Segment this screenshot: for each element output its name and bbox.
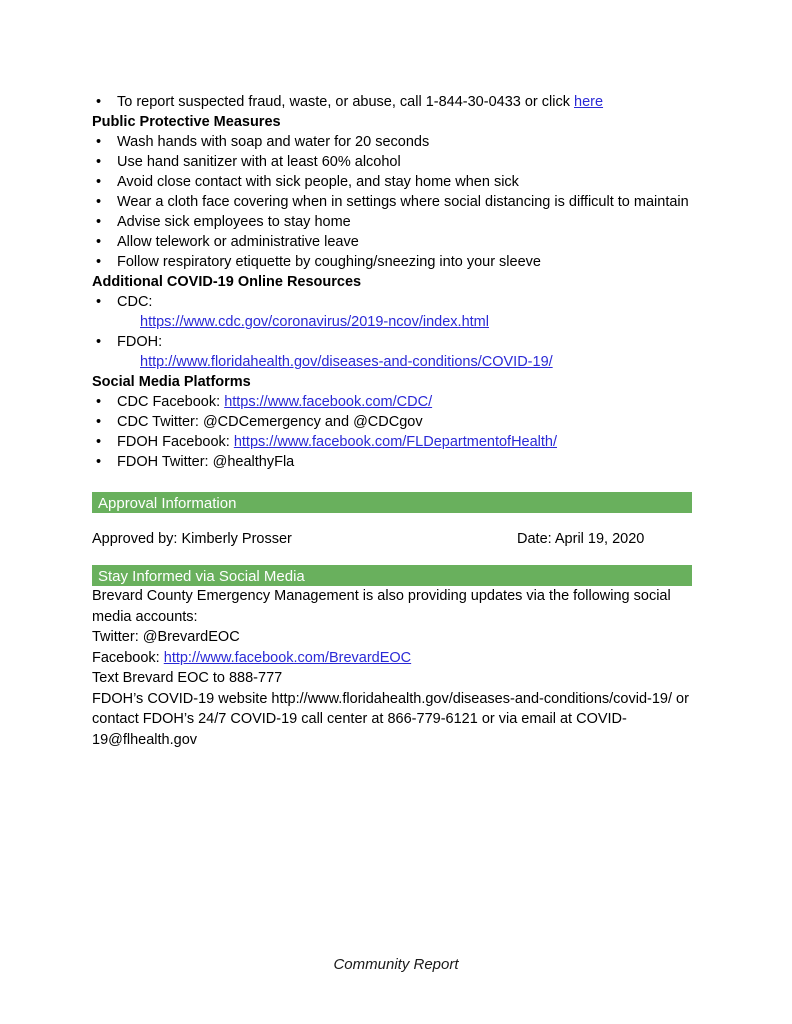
list-item (92, 332, 698, 352)
list-item-label: FDOH Facebook: (117, 434, 234, 450)
bullet-icon: • (96, 254, 102, 270)
fdoh-twitter-handle: @healthyFla (212, 454, 295, 470)
intro-bullet-list (92, 92, 698, 112)
social-media-platforms-heading: Social Media Platforms (92, 374, 251, 390)
bullet-icon: • (96, 334, 102, 350)
brevard-facebook-link[interactable]: http://www.facebook.com/BrevardEOC (163, 649, 412, 666)
brevard-facebook-line (92, 648, 698, 669)
report-fraud-here-link[interactable]: here (574, 94, 604, 110)
list-item-label: FDOH: (117, 334, 163, 350)
stay-informed-intro-line-2: media accounts: (92, 608, 198, 625)
list-item (92, 232, 698, 252)
bullet-icon: • (96, 394, 102, 410)
bullet-icon: • (96, 94, 102, 110)
brevard-text-line: Text Brevard EOC to 888-777 (92, 670, 283, 686)
list-item-label: Follow respiratory etiquette by coughing/sneezing into your sleeve (117, 254, 541, 270)
list-item-label: CDC: (117, 294, 153, 310)
list-item-label: CDC Facebook: (117, 394, 225, 410)
fdoh-url-line (92, 352, 698, 372)
bullet-icon: • (96, 294, 102, 310)
brevard-facebook-label: Facebook: (92, 649, 164, 666)
approval-information-banner: Approval Information (92, 492, 692, 513)
bullet-icon: • (96, 454, 102, 470)
list-item (92, 172, 698, 192)
list-item (92, 192, 698, 212)
page-footer: Community Report (333, 956, 459, 973)
fdoh-facebook-link[interactable]: https://www.facebook.com/FLDepartmentofHealth/ (233, 434, 558, 450)
bullet-icon: • (96, 194, 102, 210)
list-item (92, 92, 698, 112)
list-item (92, 152, 698, 172)
list-item (92, 432, 698, 452)
list-item (92, 212, 698, 232)
fdoh-contact-paragraph: FDOH’s COVID-19 website http://www.floridahealth.gov/diseases-and-conditions/covid-19/ or contact FDOH’s 24/7 COVID-19 call center at 866-779-6121 or via email at COVID-19@flhealth.gov (92, 690, 689, 748)
bullet-icon: • (96, 434, 102, 450)
list-item-label: Wear a cloth face covering when in settings where social distancing is difficult to maintain (117, 194, 689, 210)
intro-bullet-text: To report suspected fraud, waste, or abuse, call 1-844-30-0433 or click (117, 94, 574, 110)
additional-resources-list-2 (92, 332, 698, 352)
fdoh-covid19-link[interactable]: http://www.floridahealth.gov/diseases-and-conditions/COVID-19/ (140, 354, 553, 370)
public-protective-measures-heading: Public Protective Measures (92, 114, 281, 130)
cdc-url-line (92, 312, 698, 332)
cdc-coronavirus-link[interactable]: https://www.cdc.gov/coronavirus/2019-ncov/index.html (140, 314, 489, 330)
bullet-icon: • (96, 214, 102, 230)
public-protective-measures-list (92, 132, 698, 272)
list-item-label: CDC Twitter: (117, 414, 203, 430)
list-item-label: Advise sick employees to stay home (117, 214, 351, 230)
list-item (92, 452, 698, 472)
list-item-label: Allow telework or administrative leave (117, 234, 359, 250)
approved-by-text: Approved by: Kimberly Prosser (92, 531, 292, 547)
cdc-facebook-link[interactable]: https://www.facebook.com/CDC/ (224, 394, 433, 410)
bullet-icon: • (96, 414, 102, 430)
list-item (92, 412, 698, 432)
bullet-icon: • (96, 134, 102, 150)
bullet-icon: • (96, 234, 102, 250)
list-item (92, 292, 698, 312)
bullet-icon: • (96, 154, 102, 170)
stay-informed-banner: Stay Informed via Social Media (92, 565, 692, 586)
list-item-label: FDOH Twitter: (117, 454, 213, 470)
brevard-twitter-line: Twitter: @BrevardEOC (92, 629, 240, 645)
list-item-label: Avoid close contact with sick people, and stay home when sick (117, 174, 519, 190)
document-content (92, 92, 698, 750)
approval-row (92, 529, 698, 549)
additional-resources-list (92, 292, 698, 312)
additional-resources-heading: Additional COVID-19 Online Resources (92, 274, 362, 290)
social-media-platforms-list (92, 392, 698, 472)
list-item-label: Wash hands with soap and water for 20 seconds (117, 134, 430, 150)
list-item-label: Use hand sanitizer with at least 60% alcohol (117, 154, 401, 170)
list-item (92, 392, 698, 412)
cdc-twitter-handles: @CDCemergency and @CDCgov (202, 414, 423, 430)
list-item (92, 252, 698, 272)
bullet-icon: • (96, 174, 102, 190)
stay-informed-intro-line-1: Brevard County Emergency Management is also providing updates via the following social (92, 588, 671, 604)
list-item (92, 132, 698, 152)
approval-date-text: Date: April 19, 2020 (517, 531, 645, 547)
